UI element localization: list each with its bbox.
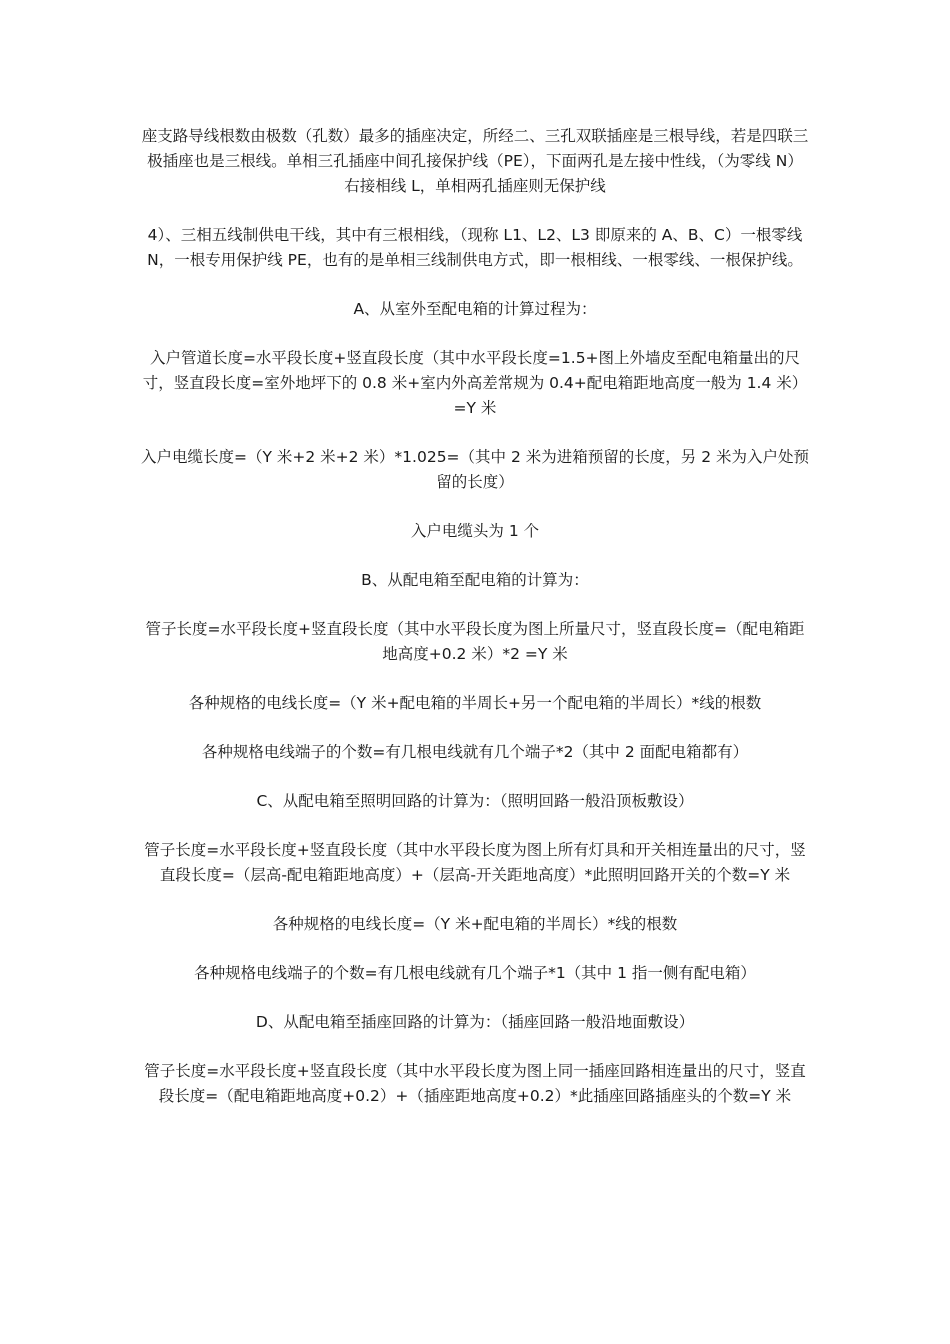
paragraph-a-cable: 入户电缆长度=（Y 米+2 米+2 米）*1.025=（其中 2 米为进箱预留的长度，另 2 米为入户处预留的长度） (141, 448, 809, 491)
paragraph-a-cable-head: 入户电缆头为 1 个 (410, 522, 540, 540)
heading-b: B、从配电箱至配电箱的计算为： (361, 571, 589, 589)
paragraph-socket-wires: 座支路导线根数由极数（孔数）最多的插座决定，所经二、三孔双联插座是三根导线，若是四联三极插座也是三根线。单相三孔插座中间孔接保护线（PE），下面两孔是左接中性线，（为零线 N）右接相线 L，单相两孔插座则无保护线 (141, 127, 809, 195)
paragraph-three-phase: 4）、三相五线制供电干线，其中有三根相线，（现称 L1、L2、L3 即原来的 A、B、C）一根零线 N，一根专用保护线 PE，也有的是单相三线制供电方式，即一根相线、一根零线、一根保护线。 (147, 226, 803, 269)
paragraph-b-pipe: 管子长度=水平段长度+竖直段长度（其中水平段长度为图上所量尺寸，竖直段长度=（配电箱距地高度+0.2 米）*2 =Y 米 (145, 620, 805, 663)
paragraph-d-pipe: 管子长度=水平段长度+竖直段长度（其中水平段长度为图上同一插座回路相连量出的尺寸，竖直段长度=（配电箱距地高度+0.2）+（插座距地高度+0.2）*此插座回路插座头的个数=Y 米 (144, 1062, 806, 1105)
heading-a: A、从室外至配电箱的计算过程为： (353, 300, 597, 318)
paragraph-c-pipe: 管子长度=水平段长度+竖直段长度（其中水平段长度为图上所有灯具和开关相连量出的尺寸，竖直段长度=（层高-配电箱距地高度）+（层高-开关距地高度）*此照明回路开关的个数=Y 米 (144, 841, 806, 884)
heading-d: D、从配电箱至插座回路的计算为：（插座回路一般沿地面敷设） (255, 1013, 695, 1031)
document-body (140, 124, 810, 1133)
paragraph-a-pipe: 入户管道长度=水平段长度+竖直段长度（其中水平段长度=1.5+图上外墙皮至配电箱量出的尺寸，竖直段长度=室外地坪下的 0.8 米+室内外高差常规为 0.4+配电箱距地高度一般为 1.4 米）=Y 米 (142, 349, 808, 417)
paragraph-b-terminal: 各种规格电线端子的个数=有几根电线就有几个端子*2（其中 2 面配电箱都有） (201, 743, 749, 761)
paragraph-c-terminal: 各种规格电线端子的个数=有几根电线就有几个端子*1（其中 1 指一侧有配电箱） (194, 964, 756, 982)
heading-c: C、从配电箱至照明回路的计算为：（照明回路一般沿顶板敷设） (256, 792, 694, 810)
paragraph-c-wire: 各种规格的电线长度=（Y 米+配电箱的半周长）*线的根数 (272, 915, 678, 933)
paragraph-b-wire: 各种规格的电线长度=（Y 米+配电箱的半周长+另一个配电箱的半周长）*线的根数 (188, 694, 762, 712)
